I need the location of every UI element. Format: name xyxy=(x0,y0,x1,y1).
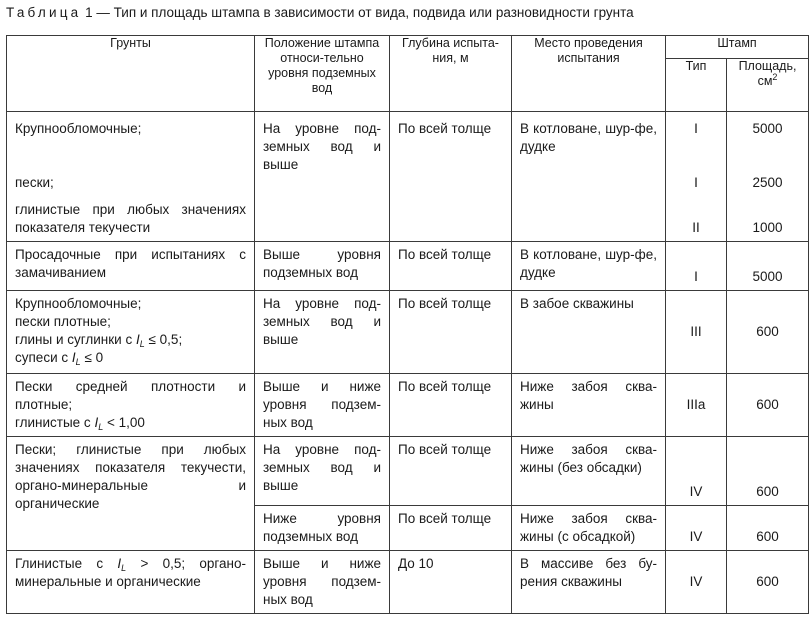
cell-depth: По всей толще xyxy=(390,112,512,242)
cell-area: 600 xyxy=(727,551,809,614)
cell-place: В забое скважины xyxy=(512,291,666,374)
cell-area: 5000 2500 1000 xyxy=(727,112,809,242)
cell-depth: До 10 xyxy=(390,551,512,614)
cell-soil: Просадочные при испытаниях с замачиванием xyxy=(7,242,255,291)
header-area: Площадь, $см^2$ xyxy=(727,59,809,112)
cell-depth: По всей толще xyxy=(390,506,512,551)
cell-position: Выше и ниже уровня подзем-ных вод xyxy=(255,551,390,614)
cell-area: 600 xyxy=(727,437,809,506)
cell-type: I I II xyxy=(666,112,727,242)
table-row xyxy=(7,551,809,614)
header-type: Тип xyxy=(666,59,727,112)
cell-position: Ниже уровня подземных вод xyxy=(255,506,390,551)
cell-position: На уровне под-земных вод и выше xyxy=(255,291,390,374)
header-place: Место проведения испытания xyxy=(512,36,666,112)
cell-area: 600 xyxy=(727,374,809,437)
header-depth: Глубина испыта-ния, м xyxy=(390,36,512,112)
cell-place: В котловане, шур-фе, дудке xyxy=(512,242,666,291)
stamp-table xyxy=(6,35,809,614)
table-caption xyxy=(6,5,634,20)
table-row xyxy=(7,437,809,506)
cell-area: 5000 xyxy=(727,242,809,291)
cell-area: 600 xyxy=(727,291,809,374)
header-soils: Грунты xyxy=(7,36,255,112)
cell-depth: По всей толще xyxy=(390,242,512,291)
caption-text: 1 — Тип и площадь штампа в зависимости от вида, подвида или разновидности грунта xyxy=(85,5,634,20)
table-row xyxy=(7,291,809,374)
table-row xyxy=(7,242,809,291)
cell-soil: Крупнообломочные; пески плотные; глины и суглинки с $I_L \le 0,5$; супеси с $I_L \le 0$ xyxy=(7,291,255,374)
cell-soil: Глинистые с $I_L > 0,5$; органо-минеральные и органические xyxy=(7,551,255,614)
cell-place: В котловане, шур-фе, дудке xyxy=(512,112,666,242)
cell-type: IIIa xyxy=(666,374,727,437)
cell-depth: По всей толще xyxy=(390,437,512,506)
cell-place: Ниже забоя сква-жины xyxy=(512,374,666,437)
cell-depth: По всей толще xyxy=(390,374,512,437)
cell-depth: По всей толще xyxy=(390,291,512,374)
header-stamp: Штамп xyxy=(666,36,809,59)
cell-place: В массиве без бу-рения скважины xyxy=(512,551,666,614)
table-row xyxy=(7,374,809,437)
cell-position: На уровне под-земных вод и выше xyxy=(255,112,390,242)
cell-soil: Крупнообломочные; пески; глинистые при любых значениях показателя текучести xyxy=(7,112,255,242)
cell-position: Выше уровня подземных вод xyxy=(255,242,390,291)
caption-word: Таблица xyxy=(6,5,82,20)
cell-area: 600 xyxy=(727,506,809,551)
cell-position: Выше и ниже уровня подзем-ных вод xyxy=(255,374,390,437)
cell-position: На уровне под-земных вод и выше xyxy=(255,437,390,506)
table-row xyxy=(7,112,809,242)
cell-place: Ниже забоя сква-жины (с обсадкой) xyxy=(512,506,666,551)
header-position: Положение штампа относи-тельно уровня подземных вод xyxy=(255,36,390,112)
cell-soil: Пески; глинистые при любых значениях показателя текучести, органо-минеральные и органические xyxy=(7,437,255,551)
cell-type: IV xyxy=(666,506,727,551)
cell-type: III xyxy=(666,291,727,374)
cell-place: Ниже забоя сква-жины (без обсадки) xyxy=(512,437,666,506)
cell-soil: Пески средней плотности и плотные; глинистые с $I_L < 1,00$ xyxy=(7,374,255,437)
cell-type: IV xyxy=(666,437,727,506)
cell-type: IV xyxy=(666,551,727,614)
cell-type: I xyxy=(666,242,727,291)
